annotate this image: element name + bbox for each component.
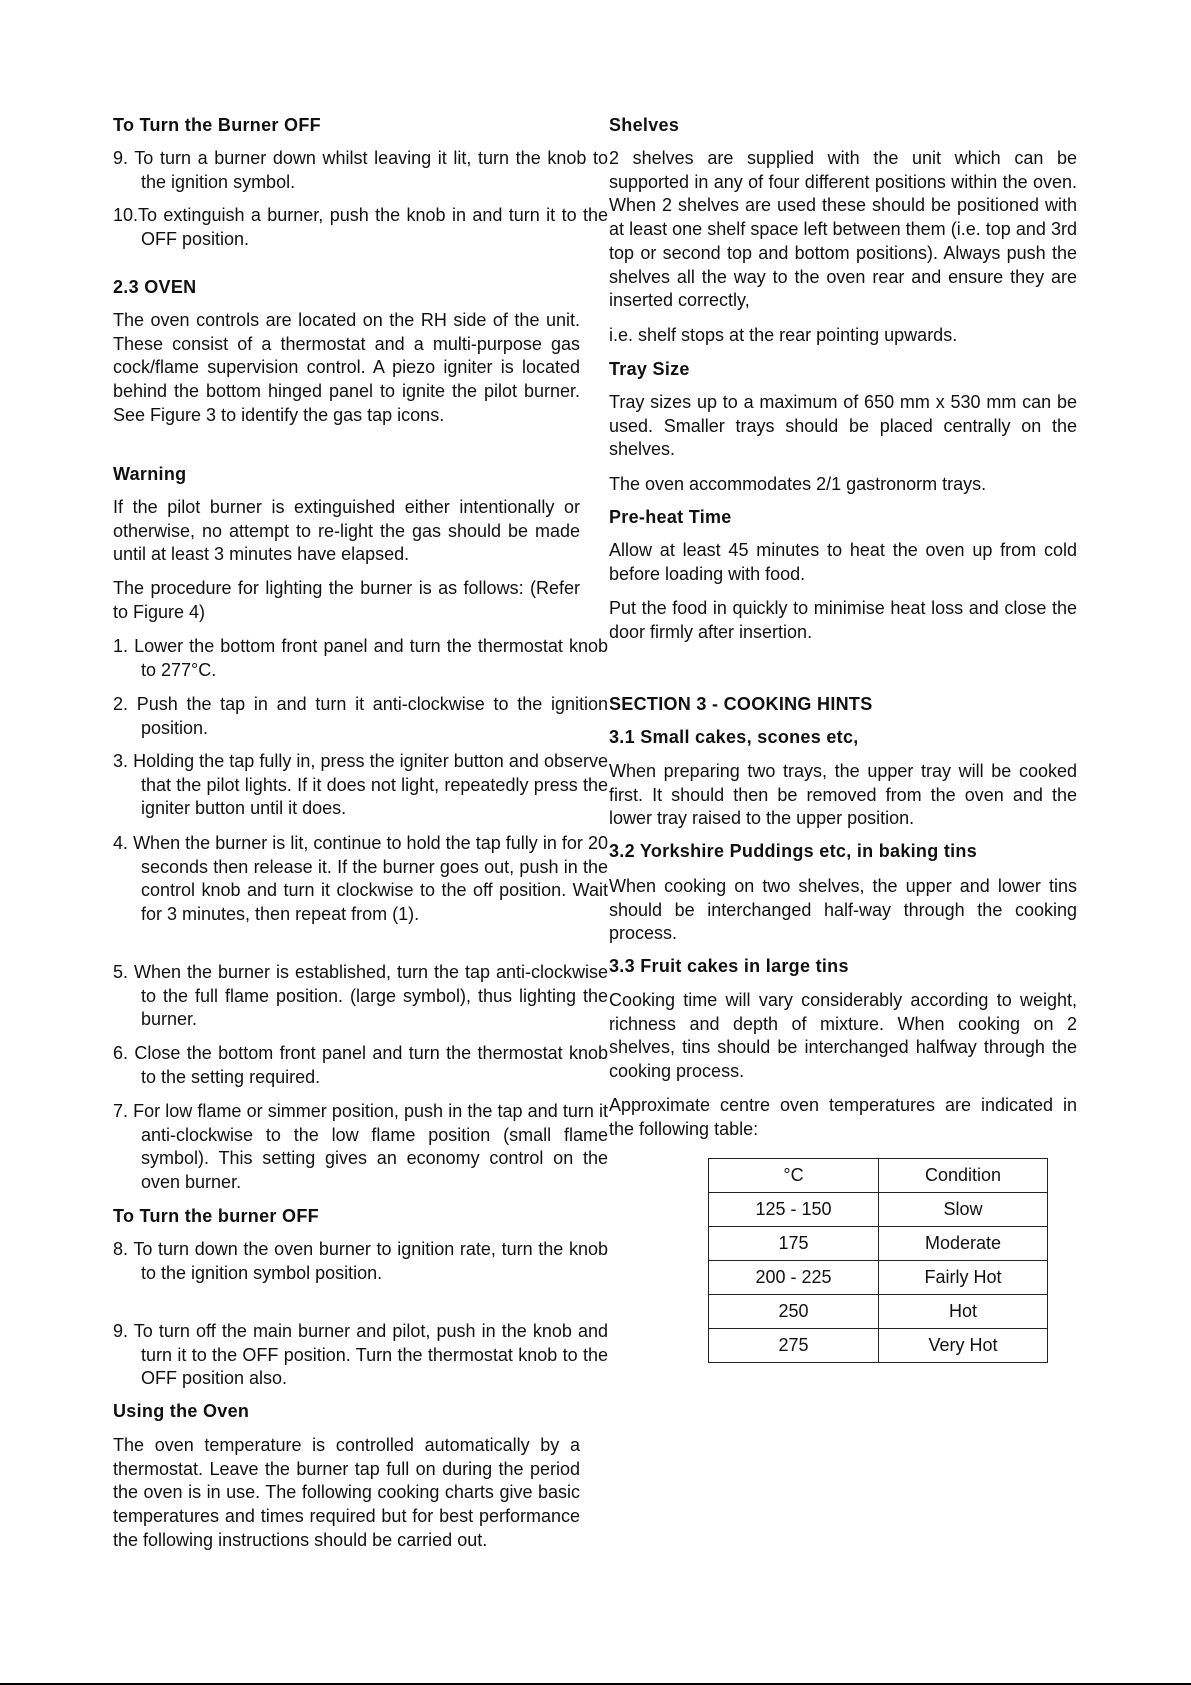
heading-oven: 2.3 OVEN <box>113 277 197 297</box>
heading-warning: Warning <box>113 464 187 484</box>
paragraph-step-10: 10.To extinguish a burner, push the knob in and turn it to the OFF position. <box>113 205 608 249</box>
cell-temperature: 125 - 150 <box>709 1193 879 1227</box>
heading-preheat: Pre-heat Time <box>609 507 732 527</box>
table-row <box>709 1227 1048 1261</box>
table-row <box>709 1193 1048 1227</box>
step-item: 5. When the burner is established, turn the tap anti-clockwise to the full flame position. (large symbol), thus lighting the burner. <box>113 962 608 1030</box>
paragraph-shelves: 2 shelves are supplied with the unit which can be supported in any of four different positions within the oven. When 2 shelves are used these should be positioned with at least one shelf space left between them (i.e. top and 3rd top or second top and bottom positions). Always push the shelves all the way to the oven rear and ensure they are inserted correctly, <box>609 148 1077 311</box>
step-item: 3. Holding the tap fully in, press the igniter button and observe that the pilot lights. If it does not light, repeatedly press the igniter button until it does. <box>113 751 608 819</box>
step-item: 2. Push the tap in and turn it anti-clockwise to the ignition position. <box>113 694 608 738</box>
heading-section-3: SECTION 3 - COOKING HINTS <box>609 694 873 714</box>
heading-3-1: 3.1 Small cakes, scones etc, <box>609 727 859 747</box>
cell-condition: Moderate <box>879 1227 1048 1261</box>
heading-3-3: 3.3 Fruit cakes in large tins <box>609 956 849 976</box>
paragraph-preheat: Allow at least 45 minutes to heat the oven up from cold before loading with food. <box>609 540 1077 584</box>
paragraph-tray-size: Tray sizes up to a maximum of 650 mm x 530 mm can be used. Smaller trays should be placed centrally on the shelves. <box>609 392 1077 460</box>
paragraph-using-oven: The oven temperature is controlled automatically by a thermostat. Leave the burner tap full on during the period the oven is in use. The following cooking charts give basic temperatures and times required but for best performance the following instructions should be carried out. <box>113 1435 580 1550</box>
cell-temperature: 175 <box>709 1227 879 1261</box>
cell-temperature: 275 <box>709 1329 879 1363</box>
table-header-row <box>709 1159 1048 1193</box>
header-temperature: °C <box>709 1159 879 1193</box>
paragraph-oven-controls: The oven controls are located on the RH side of the unit. These consist of a thermostat and a multi-purpose gas cock/flame supervision control. A piezo igniter is located behind the bottom hinged panel to ignite the pilot burner. See Figure 3 to identify the gas tap icons. <box>113 310 580 425</box>
heading-tray-size: Tray Size <box>609 359 690 379</box>
paragraph-put-food: Put the food in quickly to minimise heat loss and close the door firmly after insertion. <box>609 598 1077 642</box>
heading-using-oven: Using the Oven <box>113 1401 250 1421</box>
table-row <box>709 1261 1048 1295</box>
cell-condition: Very Hot <box>879 1329 1048 1363</box>
heading-turn-burner-off: To Turn the Burner OFF <box>113 115 321 135</box>
cell-condition: Slow <box>879 1193 1048 1227</box>
step-item: 1. Lower the bottom front panel and turn the thermostat knob to 277°C. <box>113 636 608 680</box>
table-row <box>709 1329 1048 1363</box>
paragraph-gastronorm: The oven accommodates 2/1 gastronorm trays. <box>609 474 987 494</box>
cell-condition: Hot <box>879 1295 1048 1329</box>
step-item: 4. When the burner is lit, continue to hold the tap fully in for 20 seconds then release it. If the burner goes out, push in the control knob and turn it clockwise to the off position. Wait for 3 minutes, then repeat from (1). <box>113 833 608 925</box>
step-item: 6. Close the bottom front panel and turn the thermostat knob to the setting required. <box>113 1043 608 1087</box>
cell-temperature: 200 - 225 <box>709 1261 879 1295</box>
table-row <box>709 1295 1048 1329</box>
paragraph-3-2: When cooking on two shelves, the upper and lower tins should be interchanged half-way through the cooking process. <box>609 876 1077 944</box>
cell-condition: Fairly Hot <box>879 1261 1048 1295</box>
paragraph-step-9: 9. To turn a burner down whilst leaving it lit, turn the knob to the ignition symbol. <box>113 148 608 192</box>
paragraph-step-9b: 9. To turn off the main burner and pilot, push in the knob and turn it to the OFF position. Turn the thermostat knob to the OFF position also. <box>113 1321 608 1389</box>
paragraph-step-8: 8. To turn down the oven burner to ignition rate, turn the knob to the ignition symbol position. <box>113 1239 608 1283</box>
paragraph-approx-temps: Approximate centre oven temperatures are indicated in the following table: <box>609 1095 1077 1139</box>
step-item: 7. For low flame or simmer position, push in the tap and turn it anti-clockwise to the low flame position (small flame symbol). This setting gives an economy control on the oven burner. <box>113 1101 608 1193</box>
oven-temperature-table <box>708 1158 1048 1363</box>
paragraph-3-3: Cooking time will vary considerably according to weight, richness and depth of mixture. When cooking on 2 shelves, tins should be interchanged halfway through the cooking process. <box>609 990 1077 1082</box>
paragraph-shelf-stops: i.e. shelf stops at the rear pointing upwards. <box>609 325 958 345</box>
paragraph-3-1: When preparing two trays, the upper tray will be cooked first. It should then be removed from the oven and the lower tray raised to the upper position. <box>609 761 1077 829</box>
heading-3-2: 3.2 Yorkshire Puddings etc, in baking tins <box>609 841 978 861</box>
paragraph-warning: If the pilot burner is extinguished either intentionally or otherwise, no attempt to re-light the gas should be made until at least 3 minutes have elapsed. <box>113 497 580 565</box>
heading-shelves: Shelves <box>609 115 680 135</box>
paragraph-procedure: The procedure for lighting the burner is as follows: (Refer to Figure 4) <box>113 578 580 622</box>
header-condition: Condition <box>879 1159 1048 1193</box>
heading-turn-burner-off-2: To Turn the burner OFF <box>113 1206 319 1226</box>
cell-temperature: 250 <box>709 1295 879 1329</box>
